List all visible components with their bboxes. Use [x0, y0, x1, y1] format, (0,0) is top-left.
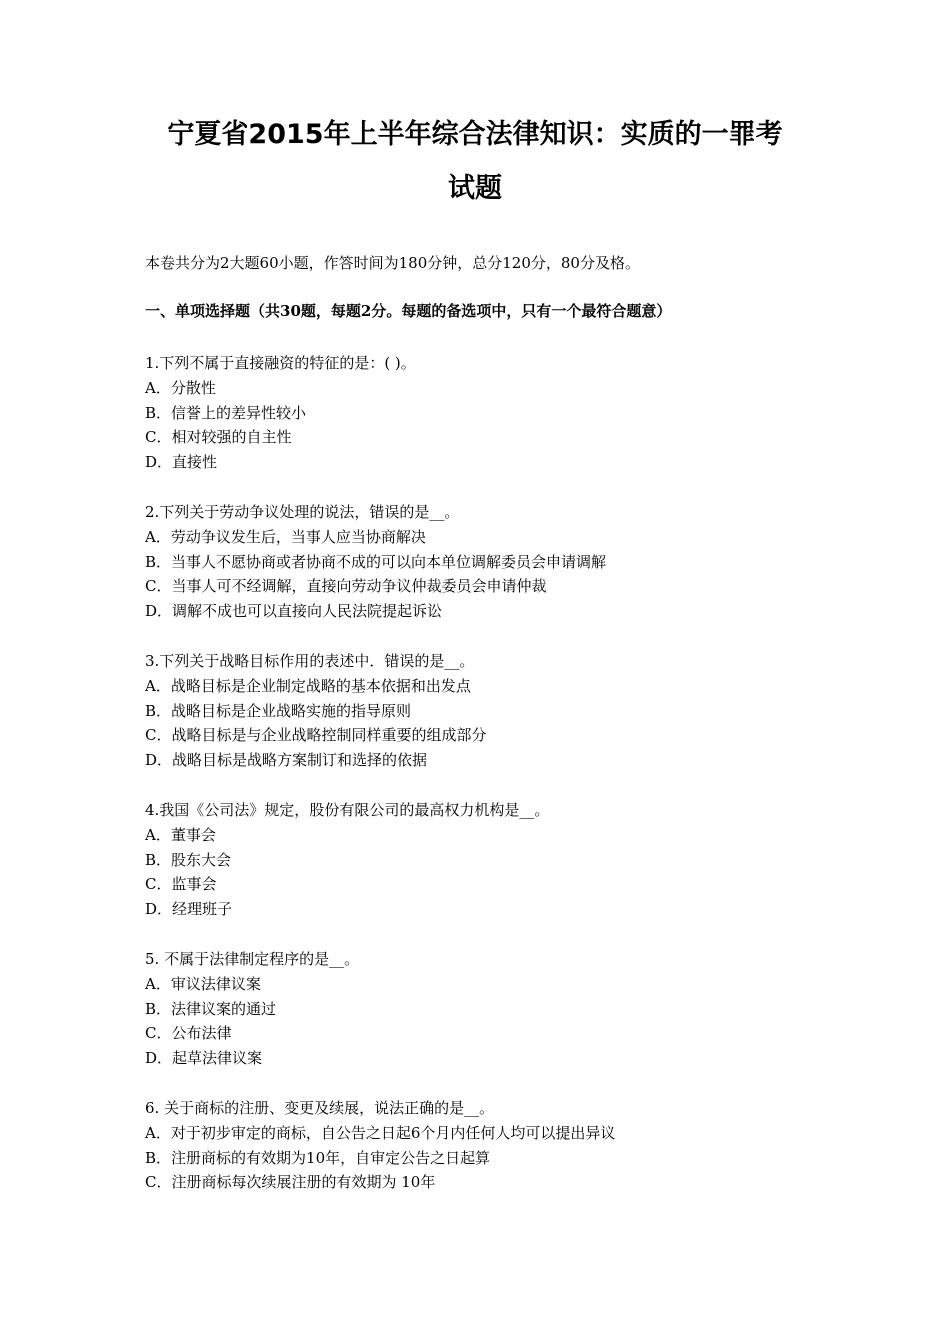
question-stem: 4.我国《公司法》规定，股份有限公司的最高权力机构是__。	[145, 800, 550, 819]
question-4	[145, 798, 825, 922]
option-b: B．法律议案的通过	[145, 999, 277, 1018]
option-b: B．注册商标的有效期为10年，自审定公告之日起算	[145, 1148, 491, 1167]
option-c: C．相对较强的自主性	[145, 428, 292, 447]
question-stem: 5. 不属于法律制定程序的是__。	[145, 949, 360, 968]
option-a: A．对于初步审定的商标，自公告之日起6个月内任何人均可以提出异议	[145, 1123, 616, 1142]
option-c: C．当事人可不经调解，直接向劳动争议仲裁委员会申请仲裁	[145, 577, 547, 596]
option-a: A．分散性	[145, 378, 216, 397]
option-c: C．公布法律	[145, 1024, 232, 1043]
option-b: B．信誉上的差异性较小	[145, 403, 307, 422]
option-a: A．劳动争议发生后，当事人应当协商解决	[145, 527, 426, 546]
option-c: C．监事会	[145, 875, 217, 894]
option-d: D．起草法律议案	[145, 1049, 263, 1068]
question-1	[145, 351, 825, 475]
option-c: C．战略目标是与企业战略控制同样重要的组成部分	[145, 726, 487, 745]
question-stem: 6. 关于商标的注册、变更及续展，说法正确的是__。	[145, 1098, 495, 1117]
question-stem: 3.下列关于战略目标作用的表述中．错误的是__。	[145, 651, 475, 670]
question-5	[145, 947, 825, 1071]
question-6	[145, 1096, 825, 1195]
question-list	[145, 351, 825, 1220]
option-d: D．直接性	[145, 453, 218, 472]
document-title	[80, 108, 870, 216]
option-b: B．当事人不愿协商或者协商不成的可以向本单位调解委员会申请调解	[145, 552, 607, 571]
question-2	[145, 500, 825, 624]
question-stem: 1.下列不属于直接融资的特征的是：( )。	[145, 354, 416, 372]
question-stem: 2.下列关于劳动争议处理的说法，错误的是__。	[145, 502, 460, 521]
option-b: B．股东大会	[145, 850, 232, 869]
option-d: D．经理班子	[145, 900, 233, 919]
option-b: B．战略目标是企业战略实施的指导原则	[145, 701, 412, 720]
section-heading: 一、单项选择题（共30题，每题2分。每题的备选项中，只有一个最符合题意）	[145, 302, 672, 320]
option-d: D．战略目标是战略方案制订和选择的依据	[145, 751, 428, 770]
option-d: D．调解不成也可以直接向人民法院提起诉讼	[145, 602, 443, 621]
option-a: A．审议法律议案	[145, 974, 261, 993]
option-a: A．董事会	[145, 825, 216, 844]
option-c: C．注册商标每次续展注册的有效期为 10年	[145, 1173, 436, 1192]
option-a: A．战略目标是企业制定战略的基本依据和出发点	[145, 676, 471, 695]
title-line-2: 试题	[448, 173, 502, 204]
title-line-1: 宁夏省2015年上半年综合法律知识：实质的一罪考	[167, 119, 783, 150]
question-3	[145, 649, 825, 773]
exam-intro: 本卷共分为2大题60小题，作答时间为180分钟，总分120分，80分及格。	[145, 254, 640, 272]
